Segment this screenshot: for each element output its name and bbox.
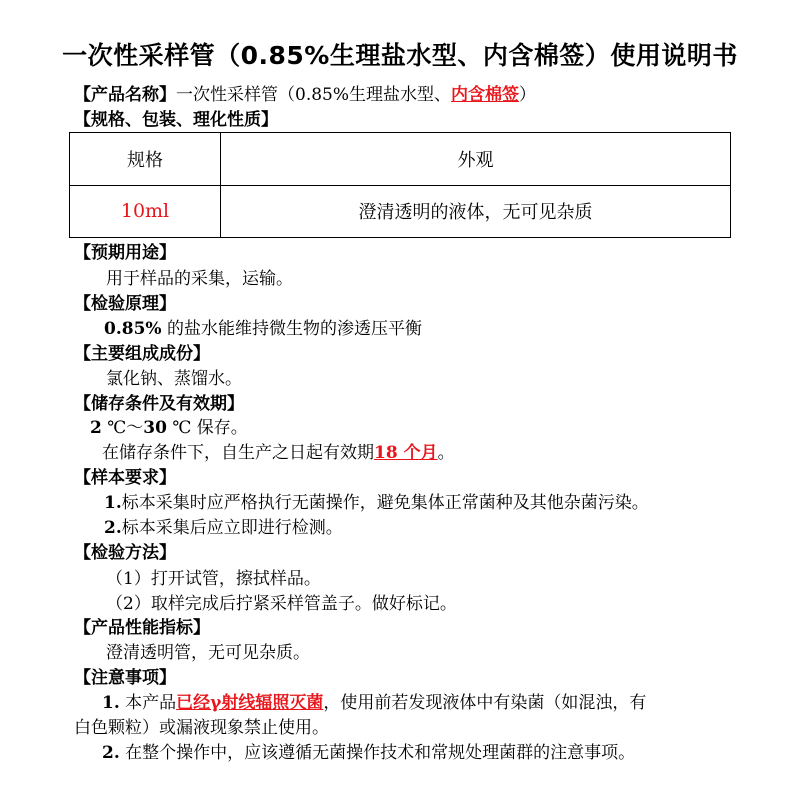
storage-temp-end: ℃ 保存。 <box>166 418 248 438</box>
product-name-text: 一次性采样管（0.85%生理盐水型、 <box>176 85 452 105</box>
principle-text: 的盐水能维持微生物的渗透压平衡 <box>161 319 422 339</box>
notes-item-num: 2. <box>102 743 120 763</box>
sample-req-num: 1. <box>104 493 122 513</box>
components-text: 氯化钠、蒸馏水。 <box>106 369 242 389</box>
table-row <box>70 185 731 238</box>
performance-heading: 【产品性能指标】 <box>74 618 210 638</box>
notes-item-continuation: 白色颗粒）或漏液现象禁止使用。 <box>74 718 329 738</box>
principle-percent: 0.85% <box>104 319 162 339</box>
product-name-close: ） <box>519 85 537 105</box>
sample-req-text: 标本采集时应严格执行无菌操作，避免集体正常菌种及其他杂菌污染。 <box>121 493 649 513</box>
storage-shelf-highlight: 18 个月 <box>374 443 438 463</box>
components-heading: 【主要组成成份】 <box>74 344 210 364</box>
sample-req-heading: 【样本要求】 <box>74 468 176 488</box>
list-item: （1）打开试管，擦拭样品。 <box>106 569 321 589</box>
list-item <box>102 740 635 766</box>
spec-table <box>69 132 731 238</box>
spec-table-header-row <box>70 133 731 186</box>
performance-text: 澄清透明管，无可见杂质。 <box>106 643 310 663</box>
spec-header-appearance: 外观 <box>221 133 731 186</box>
storage-temp-max: 30 <box>143 418 167 438</box>
list-item: （2）取样完成后拧紧采样管盖子。做好标记。 <box>106 594 457 614</box>
notes-item-post: ，使用前若发现液体中有染菌（如混浊，有 <box>323 693 647 713</box>
notes-item-pre: 本产品 <box>119 693 177 713</box>
storage-temp-min: 2 <box>90 418 102 438</box>
product-name-heading: 【产品名称】 <box>74 85 176 105</box>
storage-temp-mid: ℃～ <box>101 418 144 438</box>
notes-item-text: 在整个操作中，应该遵循无菌操作技术和常规处理菌群的注意事项。 <box>119 743 636 763</box>
principle-line <box>104 316 422 342</box>
list-item <box>104 515 343 541</box>
spec-cell-appearance: 澄清透明的液体，无可见杂质 <box>221 185 731 238</box>
sample-req-num: 2. <box>104 518 122 538</box>
sample-req-text: 标本采集后应立即进行检测。 <box>121 518 343 538</box>
page-title: 一次性采样管（0.85%生理盐水型、内含棉签）使用说明书 <box>62 41 738 70</box>
notes-heading: 【注意事项】 <box>74 668 176 688</box>
storage-heading: 【储存条件及有效期】 <box>74 394 244 414</box>
spec-heading: 【规格、包装、理化性质】 <box>74 110 278 130</box>
product-name-line <box>74 82 536 108</box>
storage-temp-line <box>90 415 248 441</box>
storage-shelf-life-line <box>102 440 455 466</box>
product-name-highlight: 内含棉签 <box>451 85 520 105</box>
spec-header-size: 规格 <box>70 133 221 186</box>
storage-shelf-pre: 在储存条件下，自生产之日起有效期 <box>102 443 374 463</box>
list-item <box>104 490 649 516</box>
intended-use-text: 用于样品的采集，运输。 <box>106 269 293 289</box>
list-item <box>102 690 646 716</box>
notes-item-num: 1. <box>102 693 120 713</box>
intended-use-heading: 【预期用途】 <box>74 243 176 263</box>
principle-heading: 【检验原理】 <box>74 294 176 314</box>
storage-shelf-post: 。 <box>437 443 455 463</box>
method-heading: 【检验方法】 <box>74 543 176 563</box>
notes-item-highlight: 已经γ射线辐照灭菌 <box>176 693 324 713</box>
spec-cell-size: 10ml <box>70 185 221 238</box>
